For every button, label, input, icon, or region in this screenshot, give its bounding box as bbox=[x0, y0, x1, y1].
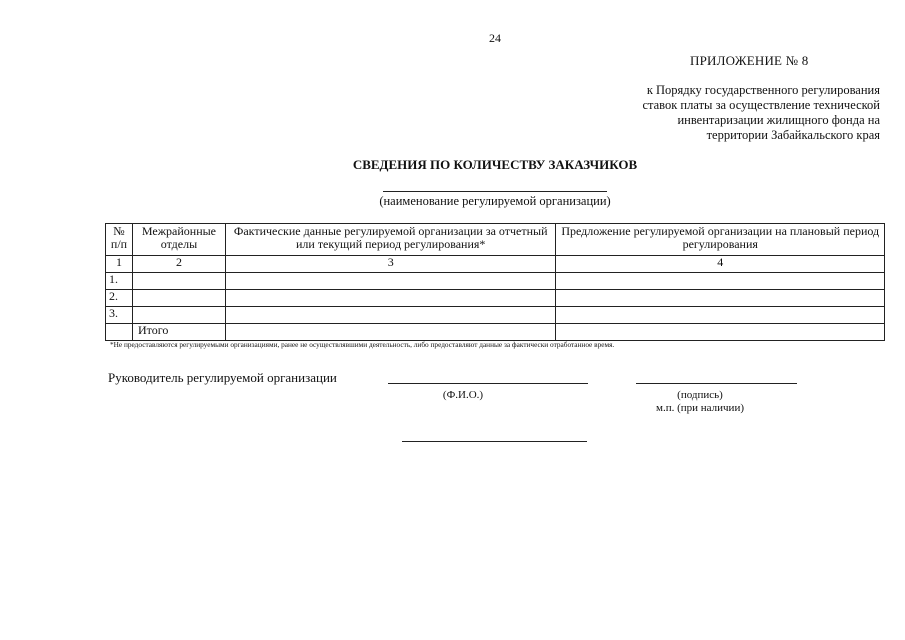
org-name-caption: (наименование регулируемой организации) bbox=[379, 194, 611, 208]
appendix-subtitle-line: инвентаризации жилищного фонда на bbox=[677, 113, 880, 127]
total-proposal-cell bbox=[556, 324, 885, 341]
appendix-subtitle-line: ставок платы за осуществление технической bbox=[642, 98, 880, 112]
header-cell: Межрайонные отделы bbox=[132, 224, 225, 256]
appendix-subtitle-line: к Порядку государственного регулирования bbox=[646, 83, 880, 97]
column-number-row bbox=[106, 256, 885, 273]
dept-cell bbox=[132, 290, 225, 307]
document-title: СВЕДЕНИЯ ПО КОЛИЧЕСТВУ ЗАКАЗЧИКОВ bbox=[352, 157, 638, 172]
column-number-cell: 4 bbox=[556, 256, 885, 273]
signature-line bbox=[636, 383, 797, 384]
bottom-line bbox=[402, 441, 587, 442]
column-number-cell: 2 bbox=[132, 256, 225, 273]
fio-line bbox=[388, 383, 588, 384]
appendix-subtitle-line: территории Забайкальского края bbox=[706, 128, 880, 142]
table-row bbox=[106, 290, 885, 307]
customers-table bbox=[105, 223, 885, 341]
total-label: Итого bbox=[132, 324, 225, 341]
org-name-line bbox=[383, 191, 607, 192]
row-number-cell: 1. bbox=[106, 273, 133, 290]
column-number-cell: 1 bbox=[106, 256, 133, 273]
actual-cell bbox=[225, 290, 556, 307]
table-header-row bbox=[106, 224, 885, 256]
header-cell: Фактические данные регулируемой организации за отчетный или текущий период регулирования* bbox=[225, 224, 556, 256]
dept-cell bbox=[132, 307, 225, 324]
header-cell: № п/п bbox=[106, 224, 133, 256]
header-cell: Предложение регулируемой организации на плановый период регулирования bbox=[556, 224, 885, 256]
column-number-cell: 3 bbox=[225, 256, 556, 273]
signature-caption: (подпись) bbox=[677, 389, 723, 401]
proposal-cell bbox=[556, 273, 885, 290]
total-actual-cell bbox=[225, 324, 556, 341]
signer-label: Руководитель регулируемой организации bbox=[108, 370, 337, 385]
proposal-cell bbox=[556, 307, 885, 324]
table-row bbox=[106, 273, 885, 290]
table-row bbox=[106, 307, 885, 324]
stamp-caption: м.п. (при наличии) bbox=[656, 402, 744, 414]
appendix-title: ПРИЛОЖЕНИЕ № 8 bbox=[690, 53, 809, 68]
total-row bbox=[106, 324, 885, 341]
total-empty-cell bbox=[106, 324, 133, 341]
row-number-cell: 2. bbox=[106, 290, 133, 307]
proposal-cell bbox=[556, 290, 885, 307]
fio-caption: (Ф.И.О.) bbox=[442, 389, 484, 401]
row-number-cell: 3. bbox=[106, 307, 133, 324]
dept-cell bbox=[132, 273, 225, 290]
actual-cell bbox=[225, 307, 556, 324]
actual-cell bbox=[225, 273, 556, 290]
page-number: 24 bbox=[489, 31, 501, 45]
appendix-subtitle bbox=[600, 83, 880, 143]
footnote: *Не предоставляются регулируемыми организациями, ранее не осуществлявшими деятельность, либо предоставляют данные за фактически отработанное время. bbox=[110, 340, 615, 349]
